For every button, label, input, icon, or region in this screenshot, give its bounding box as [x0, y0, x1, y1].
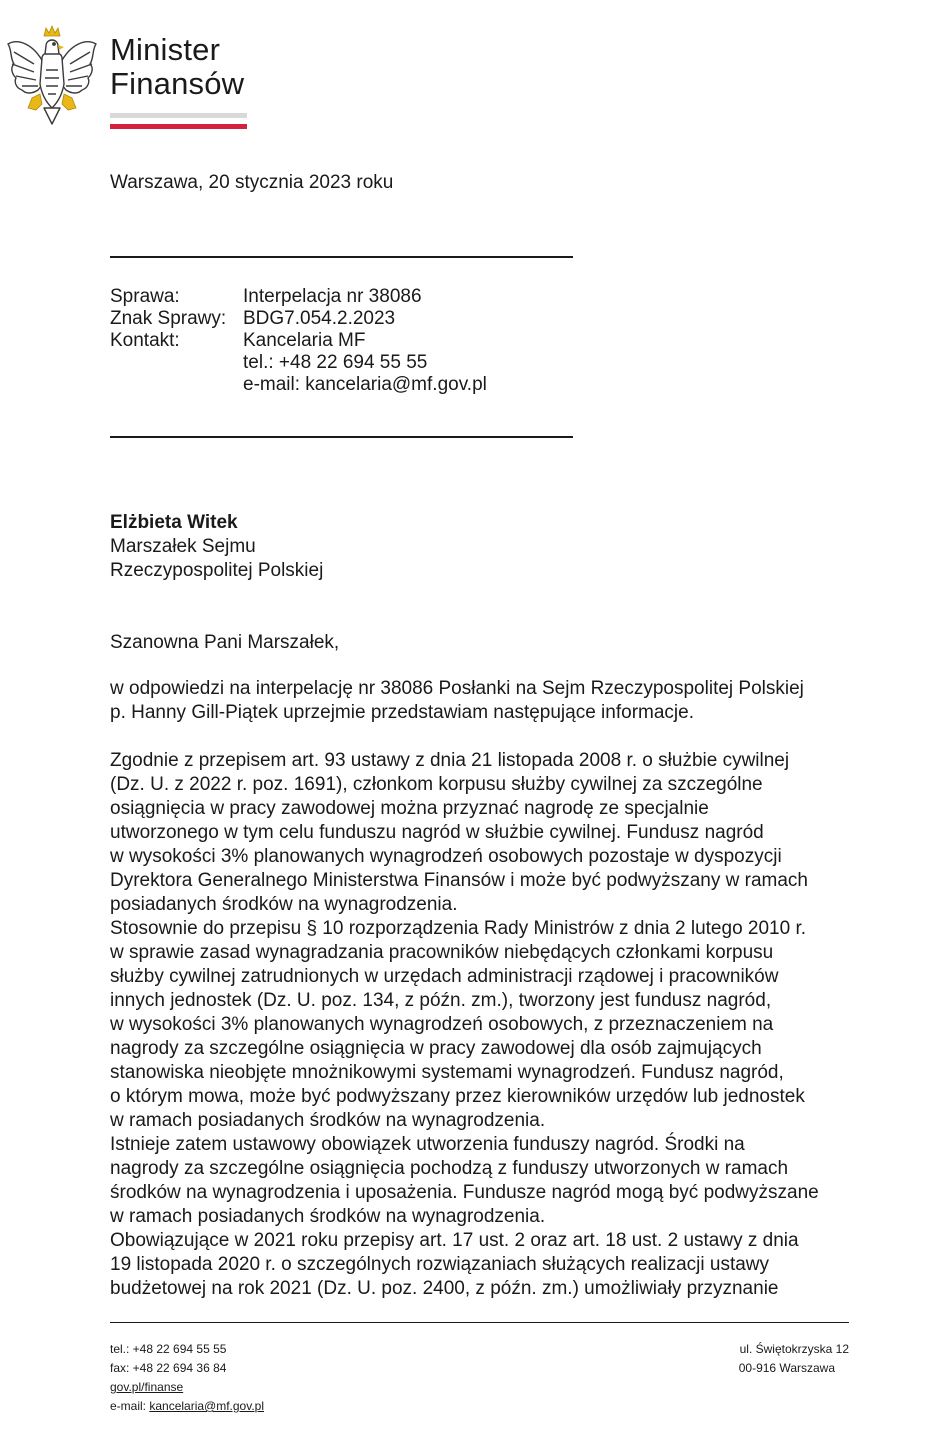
case-value: Interpelacja nr 38086: [243, 286, 422, 307]
body-line: p. Hanny Gill-Piątek uprzejmie przedstawiam następujące informacje.: [110, 702, 694, 723]
body-line: stanowiska nieobjęte mnożnikowymi systemami wynagrodzeń. Fundusz nagród,: [110, 1062, 784, 1083]
reference-value: BDG7.054.2.2023: [243, 308, 396, 329]
white-eagle-emblem-icon: [4, 24, 100, 128]
brand-title-line1: Minister: [110, 32, 221, 67]
body-line: w wysokości 3% planowanych wynagrodzeń osobowych pozostaje w dyspozycji: [110, 846, 782, 867]
footer-phone: tel.: +48 22 694 55 55: [110, 1342, 227, 1356]
footer-street: ul. Świętokrzyska 12: [739, 1342, 849, 1356]
body-line: (Dz. U. z 2022 r. poz. 1691), członkom korpusu służby cywilnej za szczególne: [110, 774, 763, 795]
recipient-title-line1: Marszałek Sejmu: [110, 536, 256, 557]
footer-divider: [110, 1322, 849, 1323]
body-line: Istnieje zatem ustawowy obowiązek utworzenia funduszy nagród. Środki na: [110, 1134, 745, 1155]
body-line: w odpowiedzi na interpelację nr 38086 Posłanki na Sejm Rzeczypospolitej Polskiej: [110, 678, 804, 699]
contact-office: Kancelaria MF: [243, 330, 366, 351]
contact-email: e-mail: kancelaria@mf.gov.pl: [243, 374, 487, 395]
case-label: Sprawa:: [110, 286, 180, 307]
body-line: Stosownie do przepisu § 10 rozporządzenia Rady Ministrów z dnia 2 lutego 2010 r.: [110, 918, 807, 939]
body-line: budżetowej na rok 2021 (Dz. U. poz. 2400, z późn. zm.) umożliwiały przyznanie: [110, 1278, 779, 1299]
divider-top: [110, 256, 573, 258]
recipient-name: Elżbieta Witek: [110, 512, 238, 533]
footer-website-link[interactable]: gov.pl/finanse: [110, 1380, 184, 1394]
body-line: w sprawie zasad wynagradzania pracowników niebędących członkami korpusu: [110, 942, 774, 963]
body-line: w wysokości 3% planowanych wynagrodzeń osobowych, z przeznaczeniem na: [110, 1014, 774, 1035]
body-line: w ramach posiadanych środków na wynagrodzenia.: [110, 1110, 546, 1131]
flag-stripe-white: [110, 113, 247, 118]
body-line: Obowiązujące w 2021 roku przepisy art. 17 ust. 2 oraz art. 18 ust. 2 ustawy z dnia: [110, 1230, 799, 1251]
footer-email-label: e-mail:: [110, 1399, 150, 1413]
recipient-title-line2: Rzeczypospolitej Polskiej: [110, 560, 324, 581]
body-line: nagrody za szczególne osiągnięcia w pracy zawodowej dla osób zajmujących: [110, 1038, 762, 1059]
body-line: 19 listopada 2020 r. o szczególnych rozwiązaniach służących realizacji ustawy: [110, 1254, 770, 1275]
footer-city: 00-916 Warszawa: [738, 1361, 835, 1375]
body-line: środków na wynagrodzenia i uposażenia. Fundusze nagród mogą być podwyższane: [110, 1182, 819, 1203]
salutation: Szanowna Pani Marszałek,: [110, 632, 340, 653]
brand-title-line2: Finansów: [110, 66, 245, 101]
contact-label: Kontakt:: [110, 330, 180, 351]
footer-fax: fax: +48 22 694 36 84: [110, 1361, 227, 1375]
body-line: Zgodnie z przepisem art. 93 ustawy z dnia 21 listopada 2008 r. o służbie cywilnej: [110, 750, 790, 771]
letter-date: Warszawa, 20 stycznia 2023 roku: [110, 172, 394, 193]
body-line: w ramach posiadanych środków na wynagrodzenia.: [110, 1206, 546, 1227]
contact-phone: tel.: +48 22 694 55 55: [243, 352, 428, 373]
footer-email-row: [110, 1397, 264, 1416]
flag-stripe-red: [110, 124, 247, 129]
body-line: o którym mowa, może być podwyższany przez kierowników urzędów lub jednostek: [110, 1086, 805, 1107]
body-line: utworzonego w tym celu funduszu nagród w służbie cywilnej. Fundusz nagród: [110, 822, 764, 843]
body-line: służby cywilnej zatrudnionych w urzędach administracji rządowej i pracowników: [110, 966, 779, 987]
body-line: innych jednostek (Dz. U. poz. 134, z późn. zm.), tworzony jest fundusz nagród,: [110, 990, 772, 1011]
body-line: posiadanych środków na wynagrodzenia.: [110, 894, 458, 915]
divider-bottom: [110, 436, 573, 438]
footer-email-link[interactable]: kancelaria@mf.gov.pl: [149, 1399, 265, 1413]
reference-label: Znak Sprawy:: [110, 308, 227, 329]
body-line: osiągnięcia w pracy zawodowej można przyznać nagrodę ze specjalnie: [110, 798, 709, 819]
body-line: Dyrektora Generalnego Ministerstwa Finansów i może być podwyższany w ramach: [110, 870, 808, 891]
body-line: nagrody za szczególne osiągnięcia pochodzą z funduszy utworzonych w ramach: [110, 1158, 789, 1179]
